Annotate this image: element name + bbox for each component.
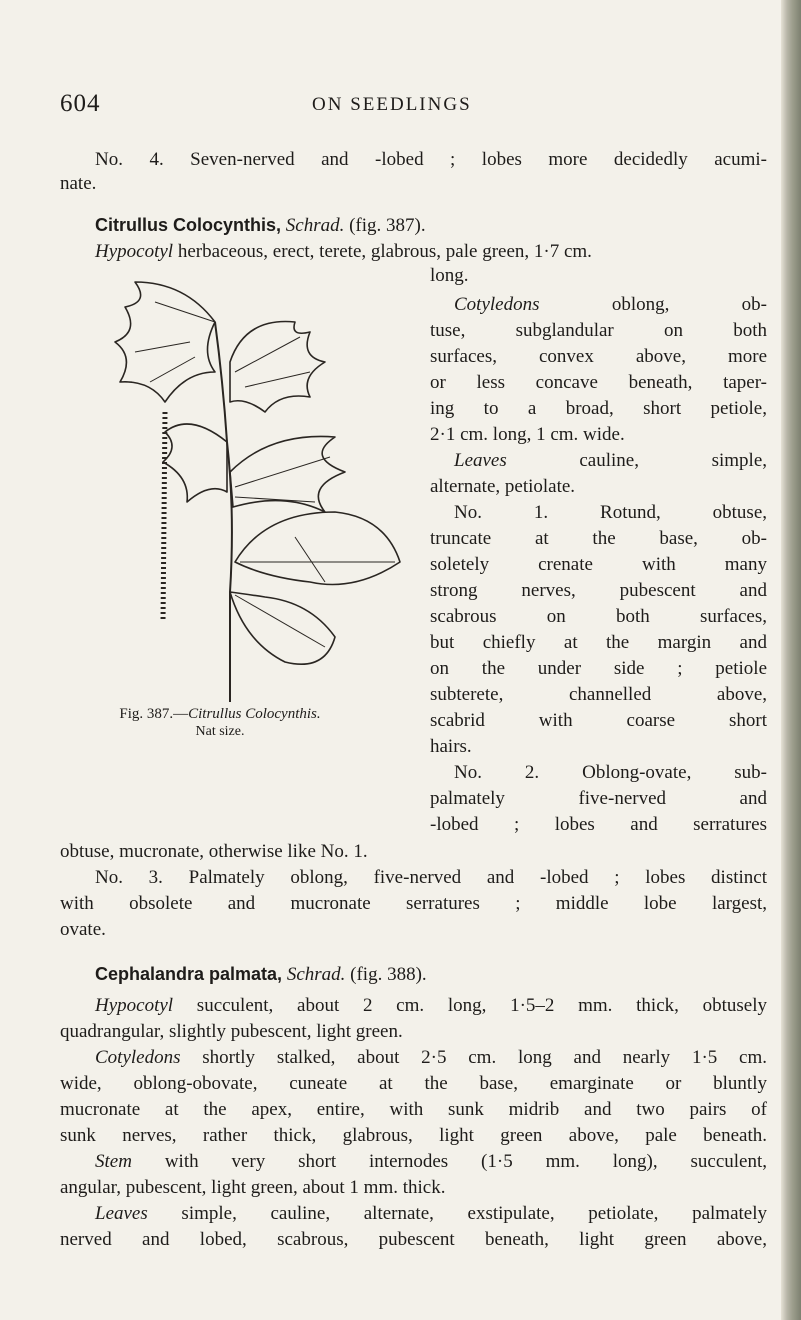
term-leaves: Leaves bbox=[454, 450, 507, 471]
species-heading-cephalandra bbox=[95, 962, 427, 987]
hypocotyl-line bbox=[95, 994, 767, 1018]
text-line: or less concave beneath, taper- bbox=[430, 372, 767, 393]
text-line: 2·1 cm. long, 1 cm. wide. bbox=[430, 424, 625, 445]
species-authority: Schrad. bbox=[286, 964, 346, 985]
cotyledons-line bbox=[454, 293, 767, 317]
stem-line bbox=[95, 1150, 767, 1174]
text-line: scabrous on both surfaces, bbox=[430, 606, 767, 627]
leaf-vein bbox=[235, 457, 330, 502]
text-span: oblong, ob- bbox=[611, 294, 768, 315]
term-cotyledons: Cotyledons bbox=[95, 1047, 181, 1068]
text-line: truncate at the base, ob- bbox=[430, 528, 767, 549]
leaf-middle-left bbox=[163, 424, 227, 502]
leaf-vein bbox=[235, 337, 310, 387]
leaf-upper-left bbox=[115, 282, 215, 402]
term-cotyledons: Cotyledons bbox=[454, 294, 540, 315]
term-hypocotyl: Hypocotyl bbox=[95, 241, 174, 262]
page-edge bbox=[781, 0, 801, 1320]
cotyledon-vein bbox=[235, 595, 325, 647]
species-name: Cephalandra palmata, bbox=[95, 964, 283, 984]
species-name: Citrullus Colocynthis, bbox=[95, 215, 282, 235]
text-line: ing to a broad, short petiole, bbox=[430, 398, 767, 419]
figure-reference: (fig. 387). bbox=[349, 215, 426, 236]
cotyledon-right bbox=[235, 512, 400, 585]
text-span: with very short internodes (1·5 mm. long), succulent, bbox=[164, 1151, 767, 1172]
page-number: 604 bbox=[60, 90, 101, 117]
running-header bbox=[60, 90, 760, 124]
figure-reference: (fig. 388). bbox=[350, 964, 427, 985]
text-line: scabrid with coarse short bbox=[430, 710, 767, 731]
text-span: succulent, about 2 cm. long, 1·5–2 mm. thick, obtusely bbox=[196, 995, 767, 1016]
species-authority: Schrad. bbox=[285, 215, 345, 236]
text-span: shortly stalked, about 2·5 cm. long and nearly 1·5 cm. bbox=[202, 1047, 768, 1068]
text-span: cauline, simple, bbox=[579, 450, 767, 471]
text-line: palmately five-nerved and bbox=[430, 788, 767, 809]
text-line: alternate, petiolate. bbox=[430, 476, 576, 497]
text-line: but chiefly at the margin and bbox=[430, 632, 767, 653]
text-line: nerved and lobed, scabrous, pubescent beneath, light green above, bbox=[60, 1229, 767, 1250]
stem-shading bbox=[163, 412, 165, 622]
leaf-vein bbox=[135, 302, 215, 382]
para-no4-line1: No. 4. Seven-nerved and -lobed ; lobes more decidedly acumi- bbox=[95, 149, 767, 170]
cotyledons-line bbox=[95, 1046, 767, 1070]
text-line: No. 2. Oblong-ovate, sub- bbox=[454, 762, 767, 783]
text-line: on the under side ; petiole bbox=[430, 658, 767, 679]
term-hypocotyl: Hypocotyl bbox=[95, 995, 174, 1016]
text-line: wide, oblong-obovate, cuneate at the base, emarginate or bluntly bbox=[60, 1073, 767, 1094]
text-line: surfaces, convex above, more bbox=[430, 346, 767, 367]
leaves-line bbox=[454, 449, 767, 473]
text-line: tuse, subglandular on both bbox=[430, 320, 767, 341]
text-line: strong nerves, pubescent and bbox=[430, 580, 767, 601]
hypocotyl-line bbox=[95, 240, 592, 264]
text-line: quadrangular, slightly pubescent, light green. bbox=[60, 1021, 403, 1042]
figure-label: Fig. 387.— bbox=[119, 706, 189, 722]
running-title: ON SEEDLINGS bbox=[312, 94, 472, 115]
para-no4-line2: nate. bbox=[60, 173, 97, 194]
figure-species: Citrullus Colocynthis. bbox=[188, 706, 321, 722]
text-line: sunk nerves, rather thick, glabrous, light green above, pale beneath. bbox=[60, 1125, 767, 1146]
leaves-line bbox=[95, 1202, 767, 1226]
text-line: angular, pubescent, light green, about 1 mm. thick. bbox=[60, 1177, 446, 1198]
text-line: mucronate at the apex, entire, with sunk midrib and two pairs of bbox=[60, 1099, 767, 1120]
seedling-illustration bbox=[95, 262, 435, 707]
figure-scale: Nat size. bbox=[195, 724, 245, 739]
text-line: ovate. bbox=[60, 919, 106, 940]
text-line: long. bbox=[430, 265, 469, 286]
text-line: hairs. bbox=[430, 736, 472, 757]
figure-caption bbox=[60, 705, 380, 741]
text-line: No. 3. Palmately oblong, five-nerved and -lobed ; lobes distinct bbox=[95, 867, 767, 888]
text-line: obtuse, mucronate, otherwise like No. 1. bbox=[60, 841, 368, 862]
term-leaves: Leaves bbox=[95, 1203, 148, 1224]
text-span: simple, cauline, alternate, exstipulate, petiolate, palmately bbox=[181, 1203, 767, 1224]
species-heading-citrullus bbox=[95, 213, 426, 238]
hypocotyl-text: herbaceous, erect, terete, glabrous, pale green, 1·7 cm. bbox=[177, 241, 592, 262]
text-line: -lobed ; lobes and serratures bbox=[430, 814, 767, 835]
term-stem: Stem bbox=[95, 1151, 132, 1172]
text-line: subterete, channelled above, bbox=[430, 684, 767, 705]
cotyledon-lower bbox=[230, 592, 335, 664]
text-line: soletely crenate with many bbox=[430, 554, 767, 575]
text-line: with obsolete and mucronate serratures ; middle lobe largest, bbox=[60, 893, 767, 914]
text-line: No. 1. Rotund, obtuse, bbox=[454, 502, 767, 523]
cotyledon-vein bbox=[240, 537, 395, 582]
